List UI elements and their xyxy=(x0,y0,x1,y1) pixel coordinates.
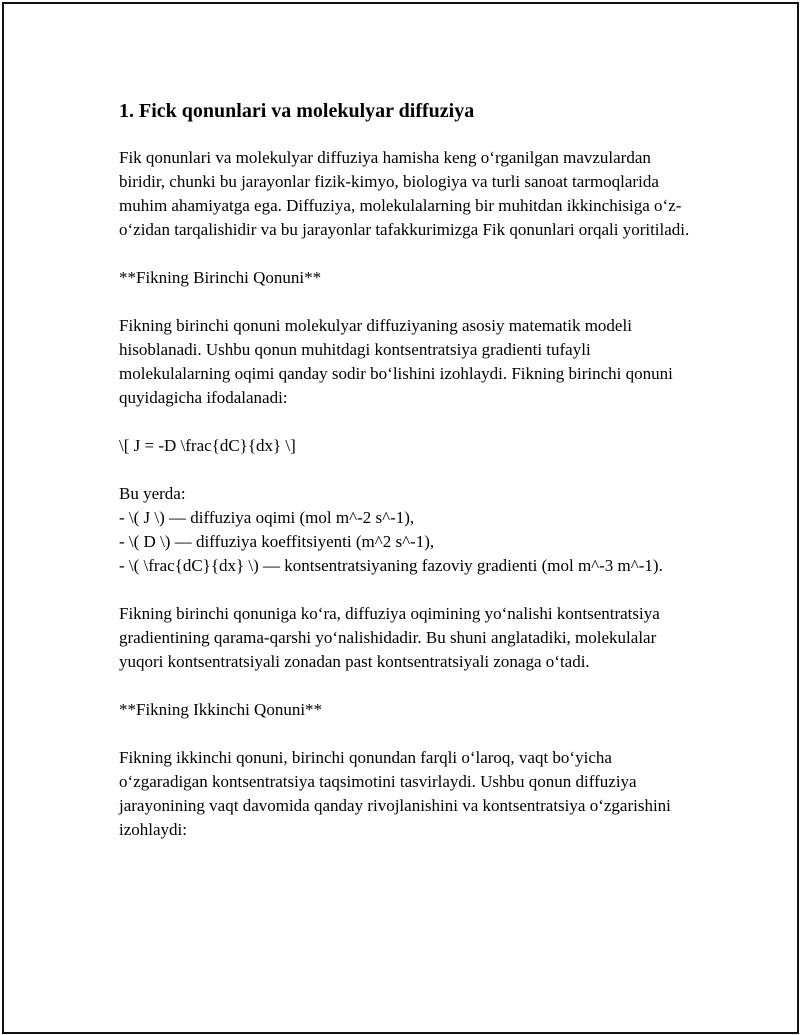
page-frame xyxy=(2,2,799,1034)
direction-paragraph: Fikning birinchi qonuniga ko‘ra, diffuziya oqimining yo‘nalishi kontsentratsiya gradientining qarama-qarshi yo‘nalishidadir. Bu shuni anglatadiki, molekulalar yuqori kontsentratsiyali zonadan past kontsentratsiyali zonaga o‘tadi. xyxy=(119,604,660,671)
section-heading-second-law: **Fikning Ikkinchi Qonuni** xyxy=(119,700,323,719)
document-body xyxy=(119,96,699,866)
second-law-paragraph: Fikning ikkinchi qonuni, birinchi qonundan farqli o‘laroq, vaqt bo‘yicha o‘zgaradigan kontsentratsiya taqsimotini tasvirlaydi. Ushbu qonun diffuziya jarayonining vaqt davomida qanday rivojlanishini va kontsentratsiya o‘zgarishini izohlaydi: xyxy=(119,748,671,839)
variables-list xyxy=(119,482,699,578)
variable-j: - \( J \) — diffuziya oqimi (mol m^-2 s^-1), xyxy=(119,508,415,527)
intro-paragraph: Fik qonunlari va molekulyar diffuziya hamisha keng o‘rganilgan mavzulardan biridir, chunki bu jarayonlar fizik-kimyo, biologiya va turli sanoat tarmoqlarida muhim ahamiyatga ega. Diffuziya, molekulalarning bir muhitdan ikkinchisiga o‘z-o‘zidan tarqalishidir va bu jarayonlar tafakkurimizga Fik qonunlari orqali yoritiladi. xyxy=(119,148,690,239)
variables-intro: Bu yerda: xyxy=(119,484,186,503)
variable-gradient: - \( \frac{dC}{dx} \) — kontsentratsiyaning fazoviy gradienti (mol m^-3 m^-1). xyxy=(119,556,663,575)
section-heading-first-law: **Fikning Birinchi Qonuni** xyxy=(119,268,322,287)
first-law-paragraph: Fikning birinchi qonuni molekulyar diffuziyaning asosiy matematik modeli hisoblanadi. Ushbu qonun muhitdagi kontsentratsiya gradienti tufayli molekulalarning oqimi qanday sodir bo‘lishini izohlaydi. Fikning birinchi qonuni quyidagicha ifodalanadi: xyxy=(119,316,673,407)
page-title: 1. Fick qonunlari va molekulyar diffuziya xyxy=(119,100,475,122)
first-law-formula: \[ J = -D \frac{dC}{dx} \] xyxy=(119,436,296,455)
variable-d: - \( D \) — diffuziya koeffitsiyenti (m^2 s^-1), xyxy=(119,532,435,551)
